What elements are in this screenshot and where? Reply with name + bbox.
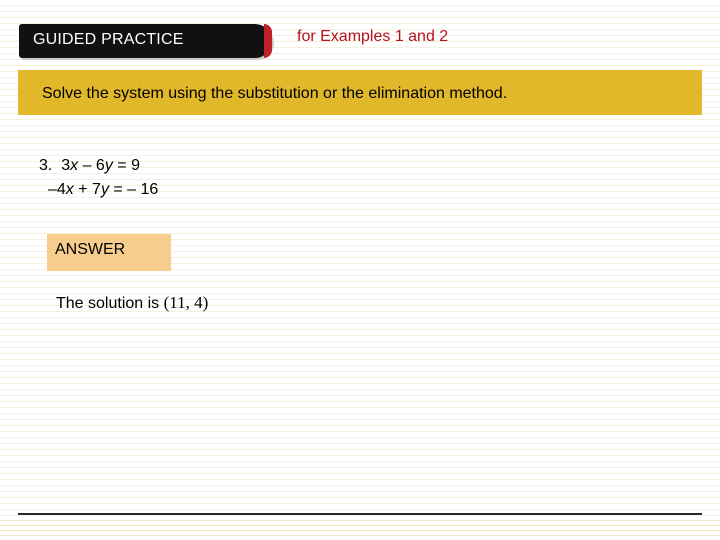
equation-2 (39, 178, 158, 202)
eq1-rhs: = 9 (112, 157, 140, 174)
eq1-var-x: x (70, 157, 79, 174)
eq2-coef-y: + 7 (73, 181, 101, 198)
solution-text (56, 293, 208, 313)
bottom-rule (18, 513, 702, 515)
equation-1 (39, 154, 158, 178)
eq2-rhs: = – 16 (108, 181, 159, 198)
solution-value: (11, 4) (163, 293, 209, 312)
tab-accent (264, 24, 272, 58)
solution-prefix: The solution is (56, 295, 164, 312)
examples-reference: for Examples 1 and 2 (297, 28, 449, 45)
instruction-bar (18, 70, 702, 115)
answer-label: ANSWER (55, 241, 126, 258)
instruction-text: Solve the system using the substitution or the elimination method. (42, 85, 508, 102)
guided-practice-tab (19, 24, 272, 58)
problem (39, 154, 158, 202)
problem-number: 3. (39, 157, 53, 174)
eq1-coef-y: – 6 (78, 157, 105, 174)
eq1-coef-x: 3 (61, 157, 71, 174)
header-bar (0, 0, 720, 62)
eq2-var-x: x (65, 181, 74, 198)
answer-box (47, 234, 171, 271)
eq2-var-y: y (100, 181, 109, 198)
eq2-coef-x: –4 (48, 181, 66, 198)
tab-label: GUIDED PRACTICE (33, 31, 184, 48)
eq1-var-y: y (104, 157, 113, 174)
bottom-band (0, 516, 720, 540)
